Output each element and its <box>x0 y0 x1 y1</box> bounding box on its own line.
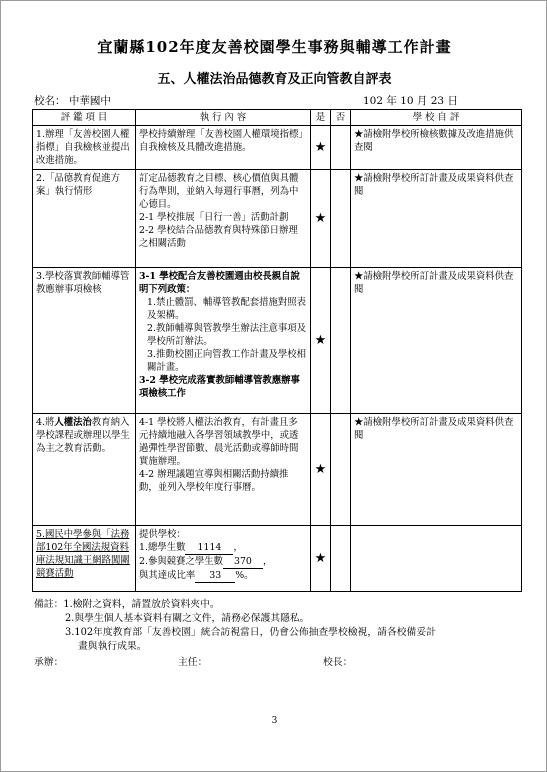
content-line: 2-1 學校推展「日行一善」活動計劃 <box>139 212 289 223</box>
header-no: 否 <box>331 110 351 126</box>
row-self-eval: ★請檢附學校所訂計畫及成果資料供查閱 <box>351 268 522 414</box>
row-self-eval: ★請檢附學校所檢核數據及改進措施供查閱 <box>351 126 522 170</box>
row-item <box>33 414 136 526</box>
yes-star: ★ <box>311 268 331 414</box>
yes-star: ★ <box>311 526 331 592</box>
header-self-eval: 學 校 自 評 <box>351 110 522 126</box>
header-yes: 是 <box>311 110 331 126</box>
header-content: 執 行 內 容 <box>136 110 311 126</box>
note-3-continued: 畫與執行成果。 <box>78 641 147 652</box>
table-row <box>33 126 522 170</box>
principal-signature: 校長： <box>323 657 353 668</box>
self-evaluation-table <box>32 109 522 592</box>
table-row <box>33 526 522 592</box>
organizer-signature: 承辦： <box>34 657 64 668</box>
item-suffix: 教育納入學校課程或辦理以學生為主之教育活動。 <box>36 417 130 454</box>
table-header-row <box>33 110 522 126</box>
row-self-eval: ★請檢附學校所訂計畫及成果資料供查閱 <box>351 414 522 526</box>
content-line: 4-2 辦理議題宣導與相關活動持續推動，並列入學校年度行事曆。 <box>139 469 289 493</box>
row-content <box>136 414 311 526</box>
row-item: 1.辦理「友善校園人權指標」自我檢核並提出改進措施。 <box>33 126 136 170</box>
table-row <box>33 268 522 414</box>
yes-star: ★ <box>311 126 331 170</box>
content-list-item: 1.禁止體罰、輔導管教配套措施對照表及架構。 <box>147 297 306 321</box>
no-cell <box>331 526 351 592</box>
row-item: 5.國民中學參與「法務部102年全國法規資料庫法規知識王網路闖關競賽活動 <box>33 526 136 592</box>
row-self-eval <box>351 526 522 592</box>
page-subtitle: 五、人權法治品德教育及正向管教自評表 <box>157 72 392 87</box>
note-3: 3.102年度教育部「友善校園」統合訪視當日，仍會公佈抽查學校檢視，請各校備妥計 <box>65 627 436 638</box>
content-list-item: 3.推動校園正向管教工作計畫及學校相關計畫。 <box>147 349 306 373</box>
no-cell <box>331 170 351 268</box>
no-cell <box>331 268 351 414</box>
content-intro: 提供學校： <box>139 529 186 540</box>
date-label: 102 年 10 月 23 日 <box>363 95 458 107</box>
ratio-value: 33 <box>195 569 235 583</box>
page-title: 宜蘭縣102年度友善校園學生事務與輔導工作計畫 <box>97 38 452 56</box>
row-item: 3.學校落實教師輔導管教應辦事項檢核 <box>33 268 136 414</box>
yes-star: ★ <box>311 414 331 526</box>
note-2: 2.與學生個人基本資料有關之文件，請務必保護其隱私。 <box>65 613 310 624</box>
school-name: 校名： 中華國中 <box>34 95 111 107</box>
content-line: 4-1 學校將人權法治教育，有計畫且多元持續地融入各學習領域教學中，或透過彈性學習節數、晨光活動或導師時間實施辦理。 <box>139 417 299 467</box>
row-content: 學校持續辦理「友善校園人權環境指標」自我檢核及具體改進措施。 <box>136 126 311 170</box>
row-content <box>136 526 311 592</box>
participants-line: 2.參與競賽之學生數 370 ， <box>139 556 273 567</box>
page-number: 3 <box>271 716 278 726</box>
row-self-eval: ★請檢附學校所訂計畫及成果資料供查閱 <box>351 170 522 268</box>
ratio-line: 與其達成比率 33 %。 <box>139 570 254 581</box>
content-line: 訂定品德教育之目標、核心價值與具體行為準則，並納入每週行事曆，列為中心德目。 <box>139 173 299 210</box>
note-1: 備註：1.檢附之資料，請置放於資料夾中。 <box>34 599 220 610</box>
item-bold: 人權法治 <box>54 417 92 428</box>
row-content <box>136 268 311 414</box>
no-cell <box>331 126 351 170</box>
content-list-item: 2.教師輔導與管教學生辦法注意事項及學校所訂辦法。 <box>147 323 306 347</box>
content-heading: 3-1 學校配合友善校園週由校長親自說明下列政策： <box>139 271 300 295</box>
table-row <box>33 170 522 268</box>
notes-section <box>34 598 524 654</box>
table-row <box>33 414 522 526</box>
no-cell <box>331 414 351 526</box>
director-signature: 主任： <box>178 657 208 668</box>
total-students-value: 1114 <box>185 541 233 555</box>
row-item: 2.「品德教育促進方案」執行情形 <box>33 170 136 268</box>
content-line: 2-2 學校結合品德教育與特殊節日辦理之相關活動 <box>139 225 298 249</box>
yes-star: ★ <box>311 170 331 268</box>
header-item: 評 鑑 項 目 <box>33 110 136 126</box>
item-prefix: 4.將 <box>36 417 55 428</box>
content-tail: 3-2 學校完成落實教師輔導管教應辦事項檢核工作 <box>139 375 300 399</box>
row-content <box>136 170 311 268</box>
participants-value: 370 <box>223 555 263 569</box>
total-students-line: 1.總學生數 1114 ， <box>139 542 243 553</box>
